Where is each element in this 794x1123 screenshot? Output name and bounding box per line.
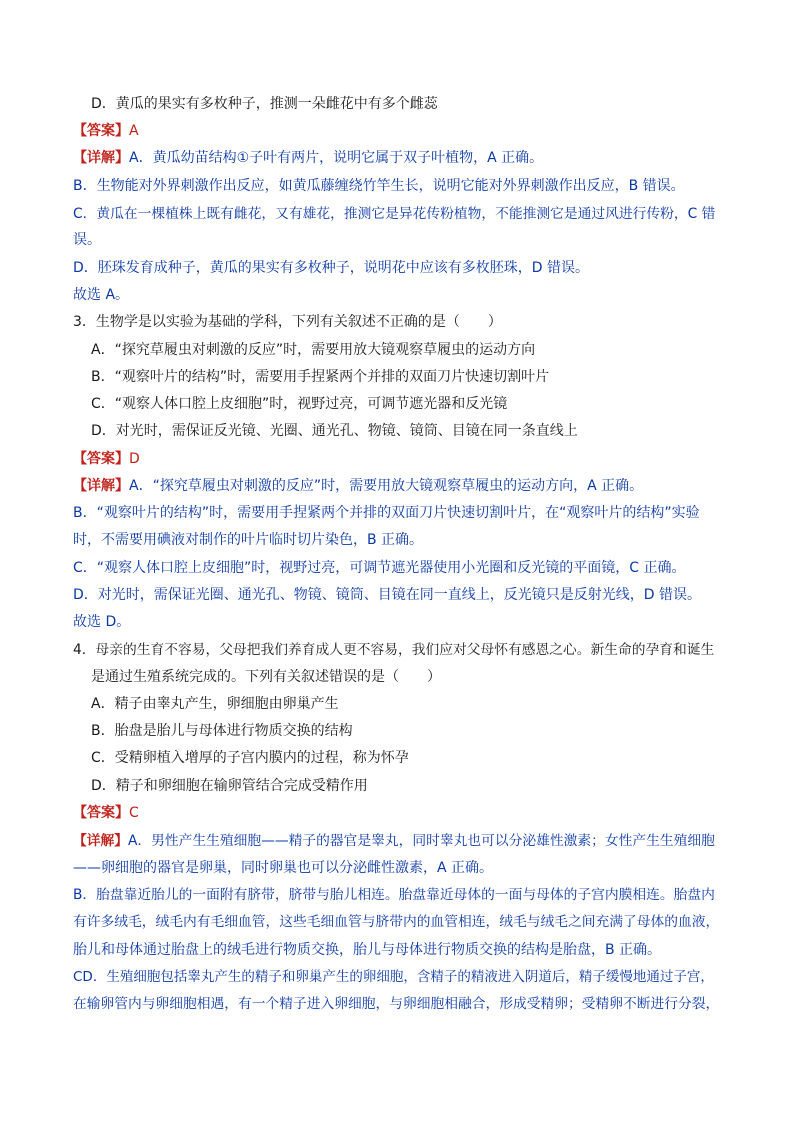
explain-line: B．生物能对外界刺激作出反应，如黄瓜藤缠绕竹竿生长，说明它能对外界刺激作出反应，B 错误。 [73,178,685,194]
explain-tag: 【详解】 [73,150,129,166]
explain-text: A．“探究草履虫对刺激的反应”时，需要用放大镜观察草履虫的运动方向，A 正确。 [129,478,644,494]
explain-row [73,831,715,851]
q4-option-d: D．精子和卵细胞在输卵管结合完成受精作用 [91,778,368,794]
answer-row [73,803,139,823]
q4-option-c: C．受精卵植入增厚的子宫内膜内的过程，称为怀孕 [91,750,409,766]
answer-row [73,121,139,141]
explain-line: B．胎盘靠近胎儿的一面附有脐带，脐带与胎儿相连。胎盘靠近母体的一面与母体的子宫内膜相连。胎盘内 [73,887,715,903]
question-3-stem: 3．生物学是以实验为基础的学科，下列有关叙述不正确的是（ ） [73,314,502,330]
explain-line: ——卵细胞的器官是卵巢，同时卵巢也可以分泌雌性激素，A 正确。 [73,860,494,876]
answer-value: C [129,805,139,821]
explain-line: CD．生殖细胞包括睾丸产生的精子和卵巢产生的卵细胞，含精子的精液进入阴道后，精子缓慢地通过子宫， [73,969,714,985]
q3-option-d: D．对光时，需保证反光镜、光圈、通光孔、物镜、镜筒、目镜在同一条直线上 [91,423,578,439]
explain-line: 有许多绒毛，绒毛内有毛细血管，这些毛细血管与脐带内的血管相连，绒毛与绒毛之间充满了母体的血液， [73,914,720,930]
explain-line: 误。 [73,232,101,248]
q3-option-a: A．“探究草履虫对刺激的反应”时，需要用放大镜观察草履虫的运动方向 [91,342,536,358]
answer-value: A [129,123,139,139]
explain-row [73,148,543,168]
explain-line: C．黄瓜在一棵植株上既有雌花，又有雄花，推测它是异花传粉植物，不能推测它是通过风进行传粉，C 错 [73,206,716,222]
answer-tag: 【答案】 [73,123,129,139]
question-4-stem: 4．母亲的生育不容易，父母把我们养育成人更不容易，我们应对父母怀有感恩之心。新生命的孕育和诞生 [73,642,715,658]
q3-option-b: B．“观察叶片的结构”时，需要用手捏紧两个并排的双面刀片快速切割叶片 [91,369,550,385]
explain-text: A．黄瓜幼苗结构①子叶有两片，说明它属于双子叶植物，A 正确。 [129,150,544,166]
q2-option-d: D．黄瓜的果实有多枚种子，推测一朵雌花中有多个雌蕊 [91,96,438,112]
explain-row [73,476,643,496]
answer-row [73,449,140,469]
explain-line: 时，不需要用碘液对制作的叶片临时切片染色，B 正确。 [73,532,424,548]
explain-line: D．胚珠发育成种子，黄瓜的果实有多枚种子，说明花中应该有多枚胚珠，D 错误。 [73,260,590,276]
explain-tag: 【详解】 [73,833,129,849]
question-4-stem-cont: 是通过生殖系统完成的。下列有关叙述错误的是（ ） [91,669,441,685]
answer-tag: 【答案】 [73,805,129,821]
answer-tag: 【答案】 [73,451,129,467]
answer-value: D [129,451,140,467]
q3-option-c: C．“观察人体口腔上皮细胞”时，视野过亮，可调节遮光器和反光镜 [91,396,508,412]
explain-text: A．男性产生生殖细胞——精子的器官是睾丸，同时睾丸也可以分泌雄性激素；女性产生生殖细胞 [128,833,715,849]
q4-option-b: B．胎盘是胎儿与母体进行物质交换的结构 [91,723,353,739]
q4-option-a: A．精子由睾丸产生，卵细胞由卵巢产生 [91,696,339,712]
explain-tag: 【详解】 [73,478,129,494]
explain-line: 在输卵管内与卵细胞相遇，有一个精子进入卵细胞，与卵细胞相融合，形成受精卵；受精卵不断进行分裂， [73,996,720,1012]
conclusion-line: 故选 D。 [73,614,131,630]
explain-line: B．“观察叶片的结构”时，需要用手捏紧两个并排的双面刀片快速切割叶片，在“观察叶片的结构”实验 [73,505,700,521]
explain-line: 胎儿和母体通过胎盘上的绒毛进行物质交换，胎儿与母体进行物质交换的结构是胎盘，B 正确。 [73,942,662,958]
explain-line: D．对光时，需保证光圈、通光孔、物镜、镜筒、目镜在同一直线上，反光镜只是反射光线，D 错误。 [73,587,702,603]
explain-line: C．“观察人体口腔上皮细胞”时，视野过亮，可调节遮光器使用小光圈和反光镜的平面镜，C 正确。 [73,560,686,576]
conclusion-line: 故选 A。 [73,287,130,303]
